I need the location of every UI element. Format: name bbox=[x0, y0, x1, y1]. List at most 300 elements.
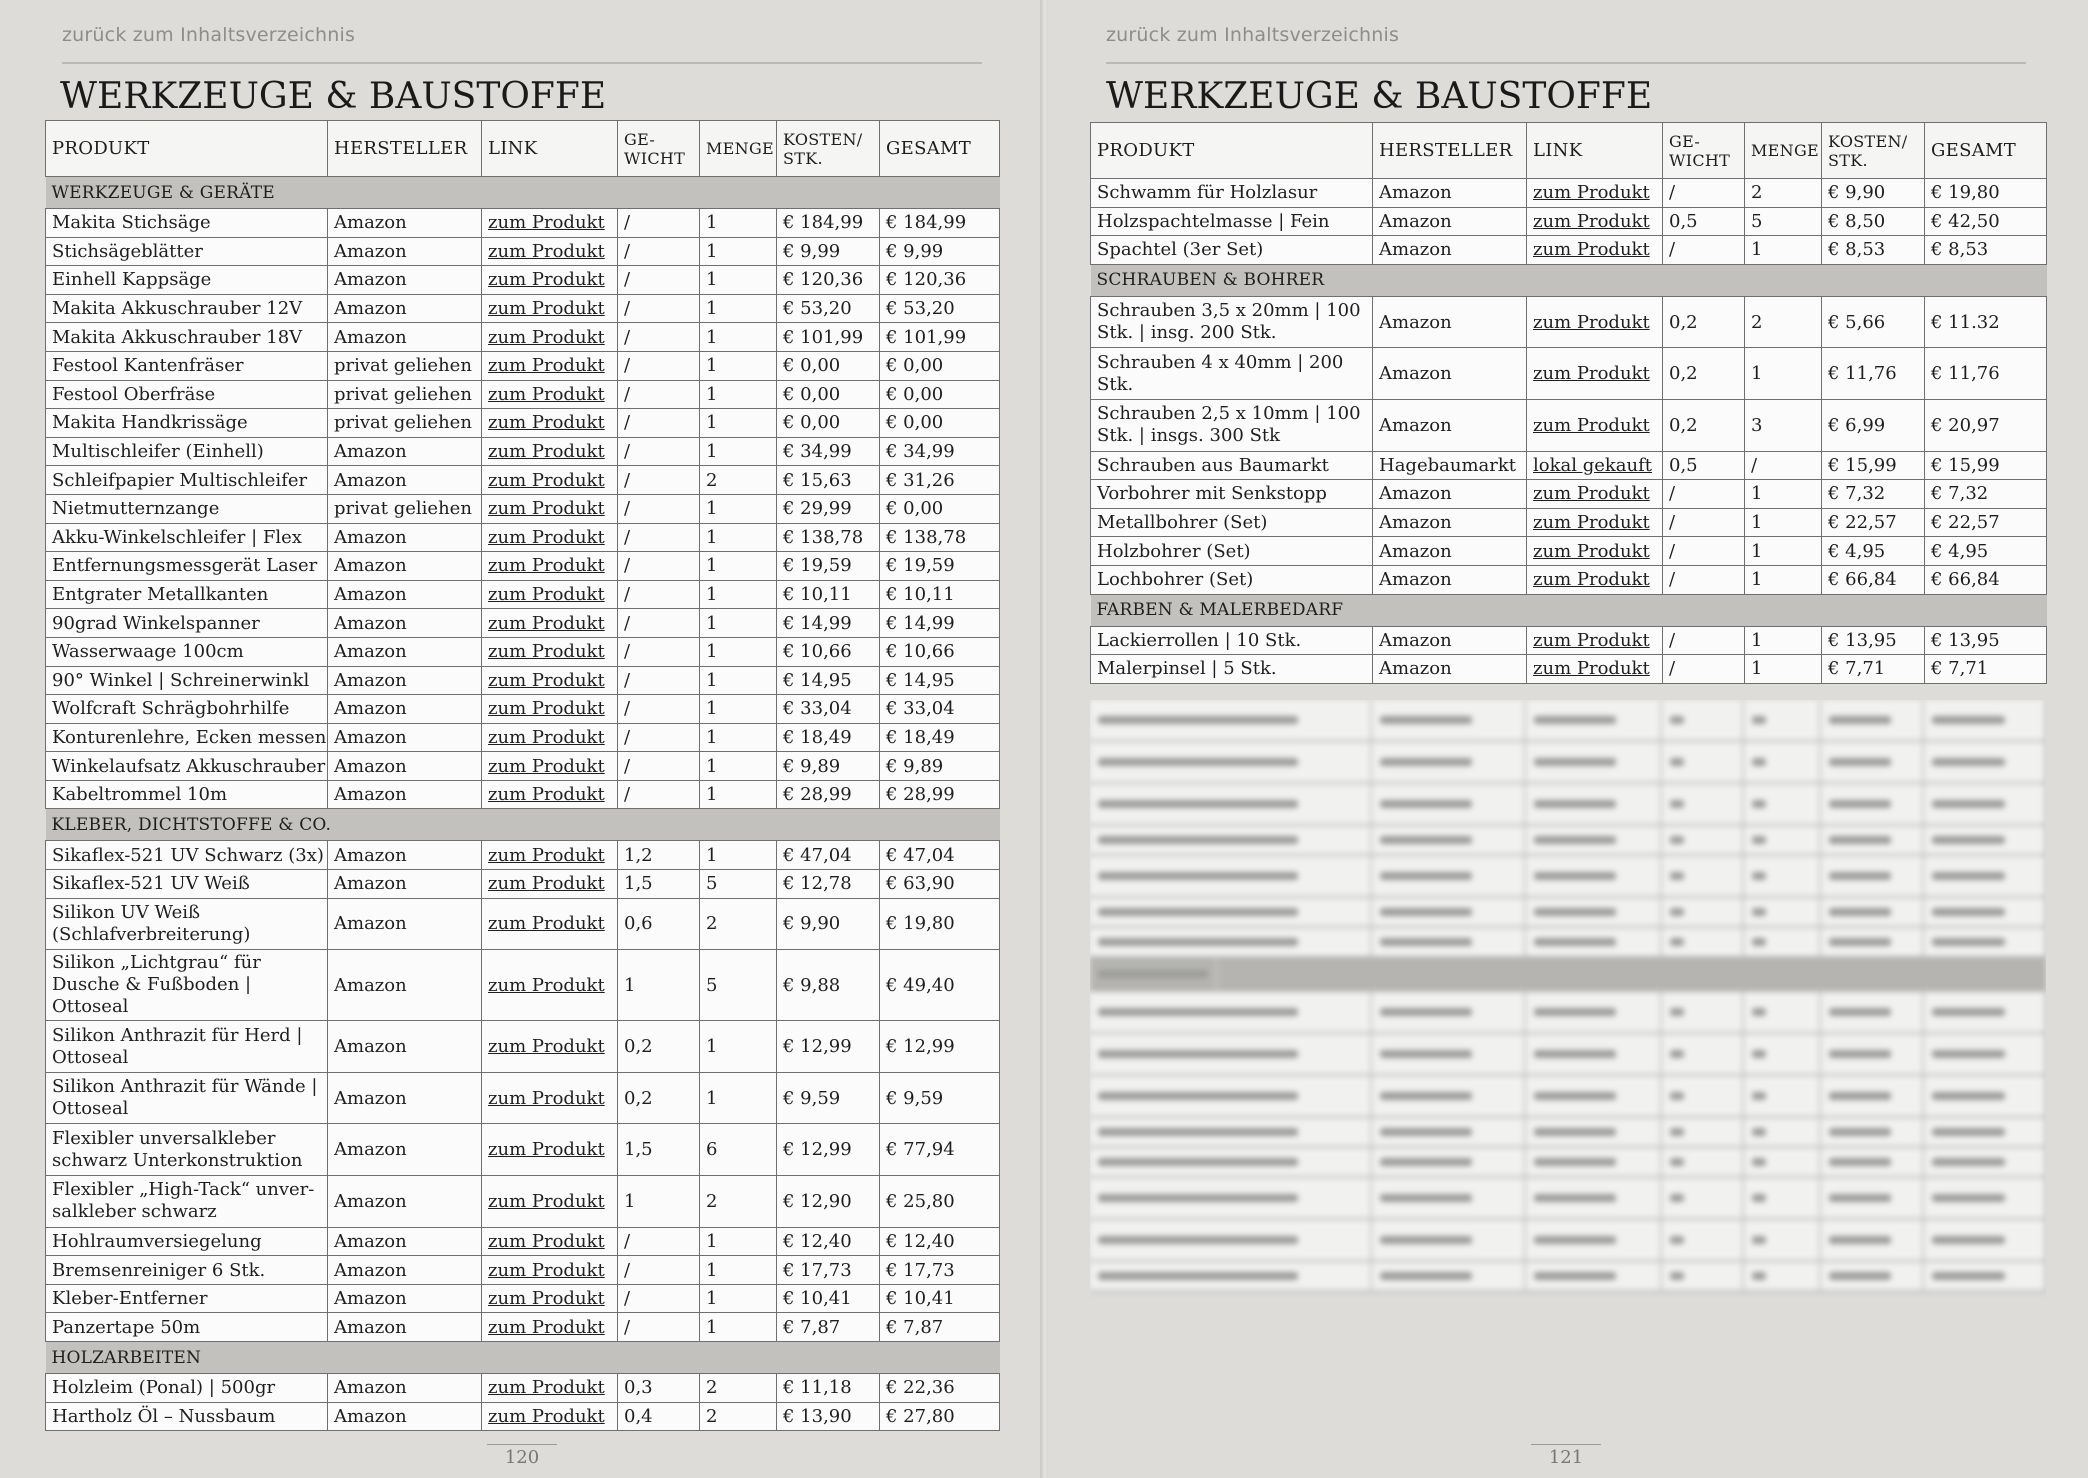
blurred-cell bbox=[1090, 958, 1218, 990]
product-link[interactable]: zum Produkt bbox=[482, 1227, 618, 1256]
blurred-cell bbox=[1662, 1034, 1744, 1074]
blurred-text bbox=[1829, 1008, 1891, 1016]
product-link[interactable]: zum Produkt bbox=[482, 752, 618, 781]
blurred-text bbox=[1932, 1092, 2005, 1100]
product-cell: Lochbohrer (Set) bbox=[1091, 565, 1373, 594]
blurred-cell bbox=[1821, 742, 1924, 782]
blurred-cell bbox=[1924, 928, 2046, 956]
blurred-text bbox=[1380, 1008, 1472, 1016]
table-row bbox=[46, 666, 1000, 695]
total-cell: € 184,99 bbox=[880, 209, 1000, 238]
blurred-row bbox=[1090, 898, 2046, 928]
blurred-cell bbox=[1662, 928, 1744, 956]
unit-cost-cell: € 12,40 bbox=[777, 1227, 880, 1256]
section-title: WERKZEUGE & GERÄTE bbox=[46, 177, 1000, 209]
blurred-cell bbox=[1372, 1034, 1526, 1074]
blurred-cell bbox=[1821, 1178, 1924, 1218]
blurred-text bbox=[1670, 872, 1684, 880]
blurred-text bbox=[1098, 1050, 1298, 1058]
table-row bbox=[46, 1256, 1000, 1285]
back-to-toc-link[interactable]: zurück zum Inhaltsverzeichnis bbox=[62, 24, 356, 46]
blurred-cell bbox=[1662, 742, 1744, 782]
unit-cost-cell: € 14,95 bbox=[777, 666, 880, 695]
blurred-cell bbox=[1662, 826, 1744, 854]
manufacturer-cell: Amazon bbox=[1373, 508, 1527, 537]
unit-cost-cell: € 9,99 bbox=[777, 237, 880, 266]
blurred-cell bbox=[1372, 898, 1526, 926]
section-title: KLEBER, DICHTSTOFFE & CO. bbox=[46, 809, 1000, 841]
quantity-cell: 1 bbox=[700, 609, 777, 638]
blurred-cell bbox=[1821, 1034, 1924, 1074]
manufacturer-cell: Amazon bbox=[328, 609, 482, 638]
blurred-text bbox=[1752, 836, 1766, 844]
unit-cost-cell: € 13,90 bbox=[777, 1402, 880, 1431]
blurred-text bbox=[1752, 1092, 1766, 1100]
manufacturer-cell: privat geliehen bbox=[328, 351, 482, 380]
quantity-cell: 5 bbox=[700, 870, 777, 899]
blurred-text bbox=[1098, 1272, 1298, 1280]
quantity-cell: 1 bbox=[700, 637, 777, 666]
manufacturer-cell: Amazon bbox=[328, 1402, 482, 1431]
product-link[interactable]: zum Produkt bbox=[482, 609, 618, 638]
total-cell: € 14,95 bbox=[880, 666, 1000, 695]
quantity-cell: 1 bbox=[700, 523, 777, 552]
quantity-cell: 1 bbox=[700, 380, 777, 409]
table-row bbox=[46, 1227, 1000, 1256]
quantity-cell: 1 bbox=[700, 552, 777, 581]
blurred-text bbox=[1534, 1050, 1616, 1058]
blurred-cell bbox=[1924, 742, 2046, 782]
product-link[interactable]: zum Produkt bbox=[1527, 565, 1663, 594]
total-cell: € 25,80 bbox=[880, 1176, 1000, 1228]
total-cell: € 31,26 bbox=[880, 466, 1000, 495]
weight-cell: 1 bbox=[618, 950, 700, 1021]
table-row bbox=[1091, 179, 2047, 208]
product-cell: Holzspachtelmasse | Fein bbox=[1091, 207, 1373, 236]
blurred-cell bbox=[1090, 742, 1372, 782]
product-link[interactable]: zum Produkt bbox=[1527, 399, 1663, 451]
product-link[interactable]: zum Produkt bbox=[482, 494, 618, 523]
unit-cost-cell: € 12,99 bbox=[777, 1124, 880, 1176]
product-link[interactable]: zum Produkt bbox=[482, 237, 618, 266]
blurred-cell bbox=[1821, 928, 1924, 956]
blurred-cell bbox=[1744, 1262, 1821, 1290]
blurred-text bbox=[1380, 800, 1472, 808]
product-cell: Schrauben 3,5 x 20mm | 100 Stk. | insg. 200 Stk. bbox=[1091, 296, 1373, 348]
product-link[interactable]: zum Produkt bbox=[482, 870, 618, 899]
product-cell: Kabeltrommel 10m bbox=[46, 780, 328, 809]
product-link[interactable]: zum Produkt bbox=[1527, 179, 1663, 208]
blurred-cell bbox=[1744, 856, 1821, 896]
product-link[interactable]: zum Produkt bbox=[482, 1072, 618, 1124]
product-cell: Konturenlehre, Ecken messen bbox=[46, 723, 328, 752]
blurred-text bbox=[1098, 800, 1298, 808]
col-gesamt-header: GESAMT bbox=[880, 121, 1000, 177]
quantity-cell: 3 bbox=[1745, 399, 1822, 451]
product-link[interactable]: zum Produkt bbox=[482, 637, 618, 666]
unit-cost-cell: € 6,99 bbox=[1822, 399, 1925, 451]
blurred-text bbox=[1752, 938, 1766, 946]
manufacturer-cell: Amazon bbox=[328, 870, 482, 899]
weight-cell: 0,5 bbox=[1663, 207, 1745, 236]
total-cell: € 4,95 bbox=[1925, 537, 2047, 566]
unit-cost-cell: € 47,04 bbox=[777, 841, 880, 870]
section-header-row bbox=[46, 177, 1000, 209]
product-cell: Makita Akkuschrauber 18V bbox=[46, 323, 328, 352]
blurred-cell bbox=[1662, 1178, 1744, 1218]
table-row bbox=[46, 752, 1000, 781]
blurred-text bbox=[1932, 872, 2005, 880]
blurred-cell bbox=[1090, 928, 1372, 956]
table-row bbox=[46, 1124, 1000, 1176]
weight-cell: 1,5 bbox=[618, 1124, 700, 1176]
quantity-cell: 1 bbox=[1745, 480, 1822, 509]
blurred-cell bbox=[1744, 992, 1821, 1032]
blurred-text bbox=[1932, 836, 2005, 844]
weight-cell: / bbox=[1663, 480, 1745, 509]
product-link[interactable]: zum Produkt bbox=[482, 580, 618, 609]
total-cell: € 0,00 bbox=[880, 351, 1000, 380]
manufacturer-cell: Amazon bbox=[328, 209, 482, 238]
blurred-text bbox=[1829, 1236, 1891, 1244]
blurred-cell bbox=[1372, 826, 1526, 854]
blurred-cell bbox=[1526, 1034, 1662, 1074]
unit-cost-cell: € 12,78 bbox=[777, 870, 880, 899]
manufacturer-cell: Amazon bbox=[328, 666, 482, 695]
table-row bbox=[46, 580, 1000, 609]
product-link[interactable]: zum Produkt bbox=[482, 695, 618, 724]
product-link[interactable]: zum Produkt bbox=[1527, 236, 1663, 265]
product-link[interactable]: zum Produkt bbox=[482, 1256, 618, 1285]
blurred-text bbox=[1932, 1050, 2005, 1058]
weight-cell: 1,5 bbox=[618, 870, 700, 899]
product-link[interactable]: zum Produkt bbox=[482, 898, 618, 950]
blurred-text bbox=[1098, 1128, 1298, 1136]
product-link[interactable]: zum Produkt bbox=[482, 841, 618, 870]
total-cell: € 20,97 bbox=[1925, 399, 2047, 451]
blurred-content bbox=[1090, 700, 2046, 1420]
total-cell: € 22,57 bbox=[1925, 508, 2047, 537]
product-link[interactable]: zum Produkt bbox=[482, 1124, 618, 1176]
product-cell: Entfernungsmessgerät Laser bbox=[46, 552, 328, 581]
total-cell: € 22,36 bbox=[880, 1374, 1000, 1403]
blurred-text bbox=[1670, 716, 1684, 724]
product-cell: Schrauben 2,5 x 10mm | 100 Stk. | insgs. 300 Stk bbox=[1091, 399, 1373, 451]
manufacturer-cell: Amazon bbox=[328, 1313, 482, 1342]
quantity-cell: 1 bbox=[1745, 508, 1822, 537]
blurred-cell bbox=[1744, 826, 1821, 854]
product-cell: Makita Stichsäge bbox=[46, 209, 328, 238]
table-row bbox=[46, 266, 1000, 295]
blurred-text bbox=[1534, 1194, 1616, 1202]
manufacturer-cell: Amazon bbox=[328, 1374, 482, 1403]
table-row bbox=[46, 870, 1000, 899]
section-header-row bbox=[1091, 594, 2047, 626]
product-link[interactable]: zum Produkt bbox=[482, 437, 618, 466]
product-link[interactable]: zum Produkt bbox=[1527, 348, 1663, 400]
col-link-header: LINK bbox=[1527, 123, 1663, 179]
manufacturer-cell: Amazon bbox=[328, 1256, 482, 1285]
blurred-cell bbox=[1526, 1178, 1662, 1218]
blurred-cell bbox=[1924, 1220, 2046, 1260]
table-row bbox=[46, 780, 1000, 809]
quantity-cell: 1 bbox=[700, 409, 777, 438]
product-cell: Holzbohrer (Set) bbox=[1091, 537, 1373, 566]
weight-cell: / bbox=[618, 466, 700, 495]
product-link[interactable]: zum Produkt bbox=[1527, 626, 1663, 655]
manufacturer-cell: Amazon bbox=[328, 752, 482, 781]
product-cell: Nietmutternzange bbox=[46, 494, 328, 523]
weight-cell: / bbox=[618, 380, 700, 409]
blurred-text bbox=[1932, 716, 2005, 724]
product-link[interactable]: lokal gekauft bbox=[1527, 451, 1663, 480]
total-cell: € 19,80 bbox=[1925, 179, 2047, 208]
quantity-cell: 1 bbox=[700, 695, 777, 724]
product-link[interactable]: zum Produkt bbox=[1527, 480, 1663, 509]
blurred-text bbox=[1932, 1008, 2005, 1016]
blurred-text bbox=[1380, 1272, 1472, 1280]
blurred-cell bbox=[1662, 1118, 1744, 1146]
product-link[interactable]: zum Produkt bbox=[482, 1021, 618, 1073]
weight-cell: / bbox=[618, 1256, 700, 1285]
blurred-cell bbox=[1090, 1262, 1372, 1290]
product-link[interactable]: zum Produkt bbox=[482, 1402, 618, 1431]
blurred-text bbox=[1534, 1272, 1616, 1280]
weight-cell: 0,3 bbox=[618, 1374, 700, 1403]
manufacturer-cell: Amazon bbox=[328, 266, 482, 295]
total-cell: € 17,73 bbox=[880, 1256, 1000, 1285]
product-link[interactable]: zum Produkt bbox=[482, 1374, 618, 1403]
quantity-cell: 1 bbox=[700, 294, 777, 323]
product-link[interactable]: zum Produkt bbox=[482, 1176, 618, 1228]
blurred-text bbox=[1380, 1128, 1472, 1136]
quantity-cell: 1 bbox=[700, 752, 777, 781]
weight-cell: / bbox=[618, 409, 700, 438]
weight-cell: 0,2 bbox=[1663, 399, 1745, 451]
table-row bbox=[46, 637, 1000, 666]
product-link[interactable]: zum Produkt bbox=[482, 552, 618, 581]
blurred-text bbox=[1670, 758, 1684, 766]
product-cell: Flexibler unversalkleber schwarz Unterkonstruktion bbox=[46, 1124, 328, 1176]
total-cell: € 47,04 bbox=[880, 841, 1000, 870]
product-link[interactable]: zum Produkt bbox=[1527, 296, 1663, 348]
header-divider bbox=[62, 62, 982, 64]
manufacturer-cell: Amazon bbox=[328, 580, 482, 609]
blurred-text bbox=[1752, 1236, 1766, 1244]
section-header-row bbox=[1091, 264, 2047, 296]
blurred-row bbox=[1090, 742, 2046, 784]
manufacturer-cell: Amazon bbox=[1373, 537, 1527, 566]
product-link[interactable]: zum Produkt bbox=[1527, 655, 1663, 684]
manufacturer-cell: Amazon bbox=[328, 237, 482, 266]
total-cell: € 7,32 bbox=[1925, 480, 2047, 509]
product-cell: Spachtel (3er Set) bbox=[1091, 236, 1373, 265]
product-link[interactable]: zum Produkt bbox=[482, 523, 618, 552]
unit-cost-cell: € 14,99 bbox=[777, 609, 880, 638]
blurred-text bbox=[1670, 1050, 1684, 1058]
weight-cell: / bbox=[1663, 236, 1745, 265]
unit-cost-cell: € 4,95 bbox=[1822, 537, 1925, 566]
blurred-cell bbox=[1821, 700, 1924, 740]
blurred-text bbox=[1829, 1272, 1891, 1280]
unit-cost-cell: € 18,49 bbox=[777, 723, 880, 752]
manufacturer-cell: privat geliehen bbox=[328, 380, 482, 409]
blurred-cell bbox=[1821, 826, 1924, 854]
blurred-cell bbox=[1090, 1118, 1372, 1146]
table-row bbox=[46, 466, 1000, 495]
product-link[interactable]: zum Produkt bbox=[1527, 537, 1663, 566]
blurred-cell bbox=[1924, 1034, 2046, 1074]
quantity-cell: 1 bbox=[1745, 537, 1822, 566]
weight-cell: 0,2 bbox=[618, 1072, 700, 1124]
total-cell: € 7,71 bbox=[1925, 655, 2047, 684]
table-row bbox=[1091, 655, 2047, 684]
product-link[interactable]: zum Produkt bbox=[482, 666, 618, 695]
total-cell: € 9,99 bbox=[880, 237, 1000, 266]
blurred-text bbox=[1932, 1272, 2005, 1280]
blurred-cell bbox=[1662, 856, 1744, 896]
table-row bbox=[46, 1176, 1000, 1228]
quantity-cell: 1 bbox=[700, 1227, 777, 1256]
product-link[interactable]: zum Produkt bbox=[482, 380, 618, 409]
manufacturer-cell: Amazon bbox=[328, 323, 482, 352]
col-hersteller-header: HERSTELLER bbox=[1373, 123, 1527, 179]
product-link[interactable]: zum Produkt bbox=[482, 950, 618, 1021]
weight-cell: / bbox=[618, 752, 700, 781]
quantity-cell: 2 bbox=[700, 898, 777, 950]
section-title: SCHRAUBEN & BOHRER bbox=[1091, 264, 2047, 296]
unit-cost-cell: € 9,59 bbox=[777, 1072, 880, 1124]
total-cell: € 14,99 bbox=[880, 609, 1000, 638]
blurred-cell bbox=[1526, 742, 1662, 782]
blurred-cell bbox=[1372, 928, 1526, 956]
blurred-cell bbox=[1744, 1034, 1821, 1074]
weight-cell: / bbox=[618, 780, 700, 809]
blurred-cell bbox=[1526, 1118, 1662, 1146]
total-cell: € 13,95 bbox=[1925, 626, 2047, 655]
blurred-text bbox=[1380, 1092, 1472, 1100]
blurred-row bbox=[1090, 700, 2046, 742]
blurred-text bbox=[1380, 758, 1472, 766]
blurred-cell bbox=[1924, 992, 2046, 1032]
section-title: HOLZARBEITEN bbox=[46, 1342, 1000, 1374]
weight-cell: / bbox=[618, 609, 700, 638]
total-cell: € 42,50 bbox=[1925, 207, 2047, 236]
blurred-cell bbox=[1821, 992, 1924, 1032]
weight-cell: / bbox=[1663, 537, 1745, 566]
manufacturer-cell: Amazon bbox=[328, 950, 482, 1021]
blurred-text bbox=[1098, 908, 1298, 916]
product-link[interactable]: zum Produkt bbox=[482, 266, 618, 295]
product-link[interactable]: zum Produkt bbox=[482, 1313, 618, 1342]
blurred-text bbox=[1752, 1272, 1766, 1280]
manufacturer-cell: Amazon bbox=[328, 1124, 482, 1176]
blurred-cell bbox=[1744, 928, 1821, 956]
table-row bbox=[46, 1402, 1000, 1431]
blurred-cell bbox=[1526, 898, 1662, 926]
quantity-cell: 1 bbox=[700, 1313, 777, 1342]
blurred-text bbox=[1380, 1236, 1472, 1244]
product-link[interactable]: zum Produkt bbox=[1527, 207, 1663, 236]
blurred-text bbox=[1932, 1158, 2005, 1166]
weight-cell: / bbox=[1663, 655, 1745, 684]
page-number: 121 bbox=[1531, 1444, 1601, 1468]
back-to-toc-link[interactable]: zurück zum Inhaltsverzeichnis bbox=[1106, 24, 1400, 46]
product-cell: Malerpinsel | 5 Stk. bbox=[1091, 655, 1373, 684]
unit-cost-cell: € 15,99 bbox=[1822, 451, 1925, 480]
blurred-section-row bbox=[1090, 958, 2046, 992]
blurred-cell bbox=[1662, 1148, 1744, 1176]
quantity-cell: 2 bbox=[700, 1176, 777, 1228]
blurred-text bbox=[1098, 1008, 1298, 1016]
manufacturer-cell: Amazon bbox=[328, 780, 482, 809]
weight-cell: / bbox=[618, 1313, 700, 1342]
product-link[interactable]: zum Produkt bbox=[482, 466, 618, 495]
blurred-text bbox=[1752, 908, 1766, 916]
blurred-text bbox=[1534, 872, 1616, 880]
left-page bbox=[0, 0, 1040, 1478]
product-cell: Makita Akkuschrauber 12V bbox=[46, 294, 328, 323]
table-row bbox=[46, 294, 1000, 323]
product-link[interactable]: zum Produkt bbox=[1527, 508, 1663, 537]
blurred-text bbox=[1534, 836, 1616, 844]
unit-cost-cell: € 8,50 bbox=[1822, 207, 1925, 236]
total-cell: € 9,89 bbox=[880, 752, 1000, 781]
weight-cell: 1 bbox=[618, 1176, 700, 1228]
total-cell: € 11.32 bbox=[1925, 296, 2047, 348]
blurred-cell bbox=[1924, 856, 2046, 896]
product-cell: Makita Handkrissäge bbox=[46, 409, 328, 438]
manufacturer-cell: Amazon bbox=[328, 294, 482, 323]
product-link[interactable]: zum Produkt bbox=[482, 323, 618, 352]
blurred-cell bbox=[1090, 1220, 1372, 1260]
product-cell: 90° Winkel | Schreinerwinkl bbox=[46, 666, 328, 695]
blurred-cell bbox=[1662, 700, 1744, 740]
manufacturer-cell: Amazon bbox=[1373, 480, 1527, 509]
blurred-cell bbox=[1372, 700, 1526, 740]
product-cell: Flexibler „High-Tack“ unver-salkleber schwarz bbox=[46, 1176, 328, 1228]
product-link[interactable]: zum Produkt bbox=[482, 209, 618, 238]
product-link[interactable]: zum Produkt bbox=[482, 1284, 618, 1313]
blurred-cell bbox=[1821, 1262, 1924, 1290]
unit-cost-cell: € 22,57 bbox=[1822, 508, 1925, 537]
product-link[interactable]: zum Produkt bbox=[482, 409, 618, 438]
col-kosten-header: KOSTEN/ STK. bbox=[1822, 123, 1925, 179]
total-cell: € 11,76 bbox=[1925, 348, 2047, 400]
weight-cell: 1,2 bbox=[618, 841, 700, 870]
product-link[interactable]: zum Produkt bbox=[482, 723, 618, 752]
blurred-cell bbox=[1821, 1076, 1924, 1116]
total-cell: € 19,59 bbox=[880, 552, 1000, 581]
blurred-cell bbox=[1924, 898, 2046, 926]
product-link[interactable]: zum Produkt bbox=[482, 351, 618, 380]
col-produkt-header: PRODUKT bbox=[46, 121, 328, 177]
product-cell: Entgrater Metallkanten bbox=[46, 580, 328, 609]
blurred-cell bbox=[1090, 1076, 1372, 1116]
quantity-cell: 1 bbox=[1745, 348, 1822, 400]
manufacturer-cell: Amazon bbox=[328, 841, 482, 870]
product-link[interactable]: zum Produkt bbox=[482, 780, 618, 809]
quantity-cell: 1 bbox=[700, 323, 777, 352]
product-link[interactable]: zum Produkt bbox=[482, 294, 618, 323]
total-cell: € 53,20 bbox=[880, 294, 1000, 323]
blurred-cell bbox=[1090, 898, 1372, 926]
blurred-text bbox=[1380, 1050, 1472, 1058]
blurred-row bbox=[1090, 1118, 2046, 1148]
product-cell: Holzleim (Ponal) | 500gr bbox=[46, 1374, 328, 1403]
product-cell: Multischleifer (Einhell) bbox=[46, 437, 328, 466]
weight-cell: / bbox=[618, 1227, 700, 1256]
